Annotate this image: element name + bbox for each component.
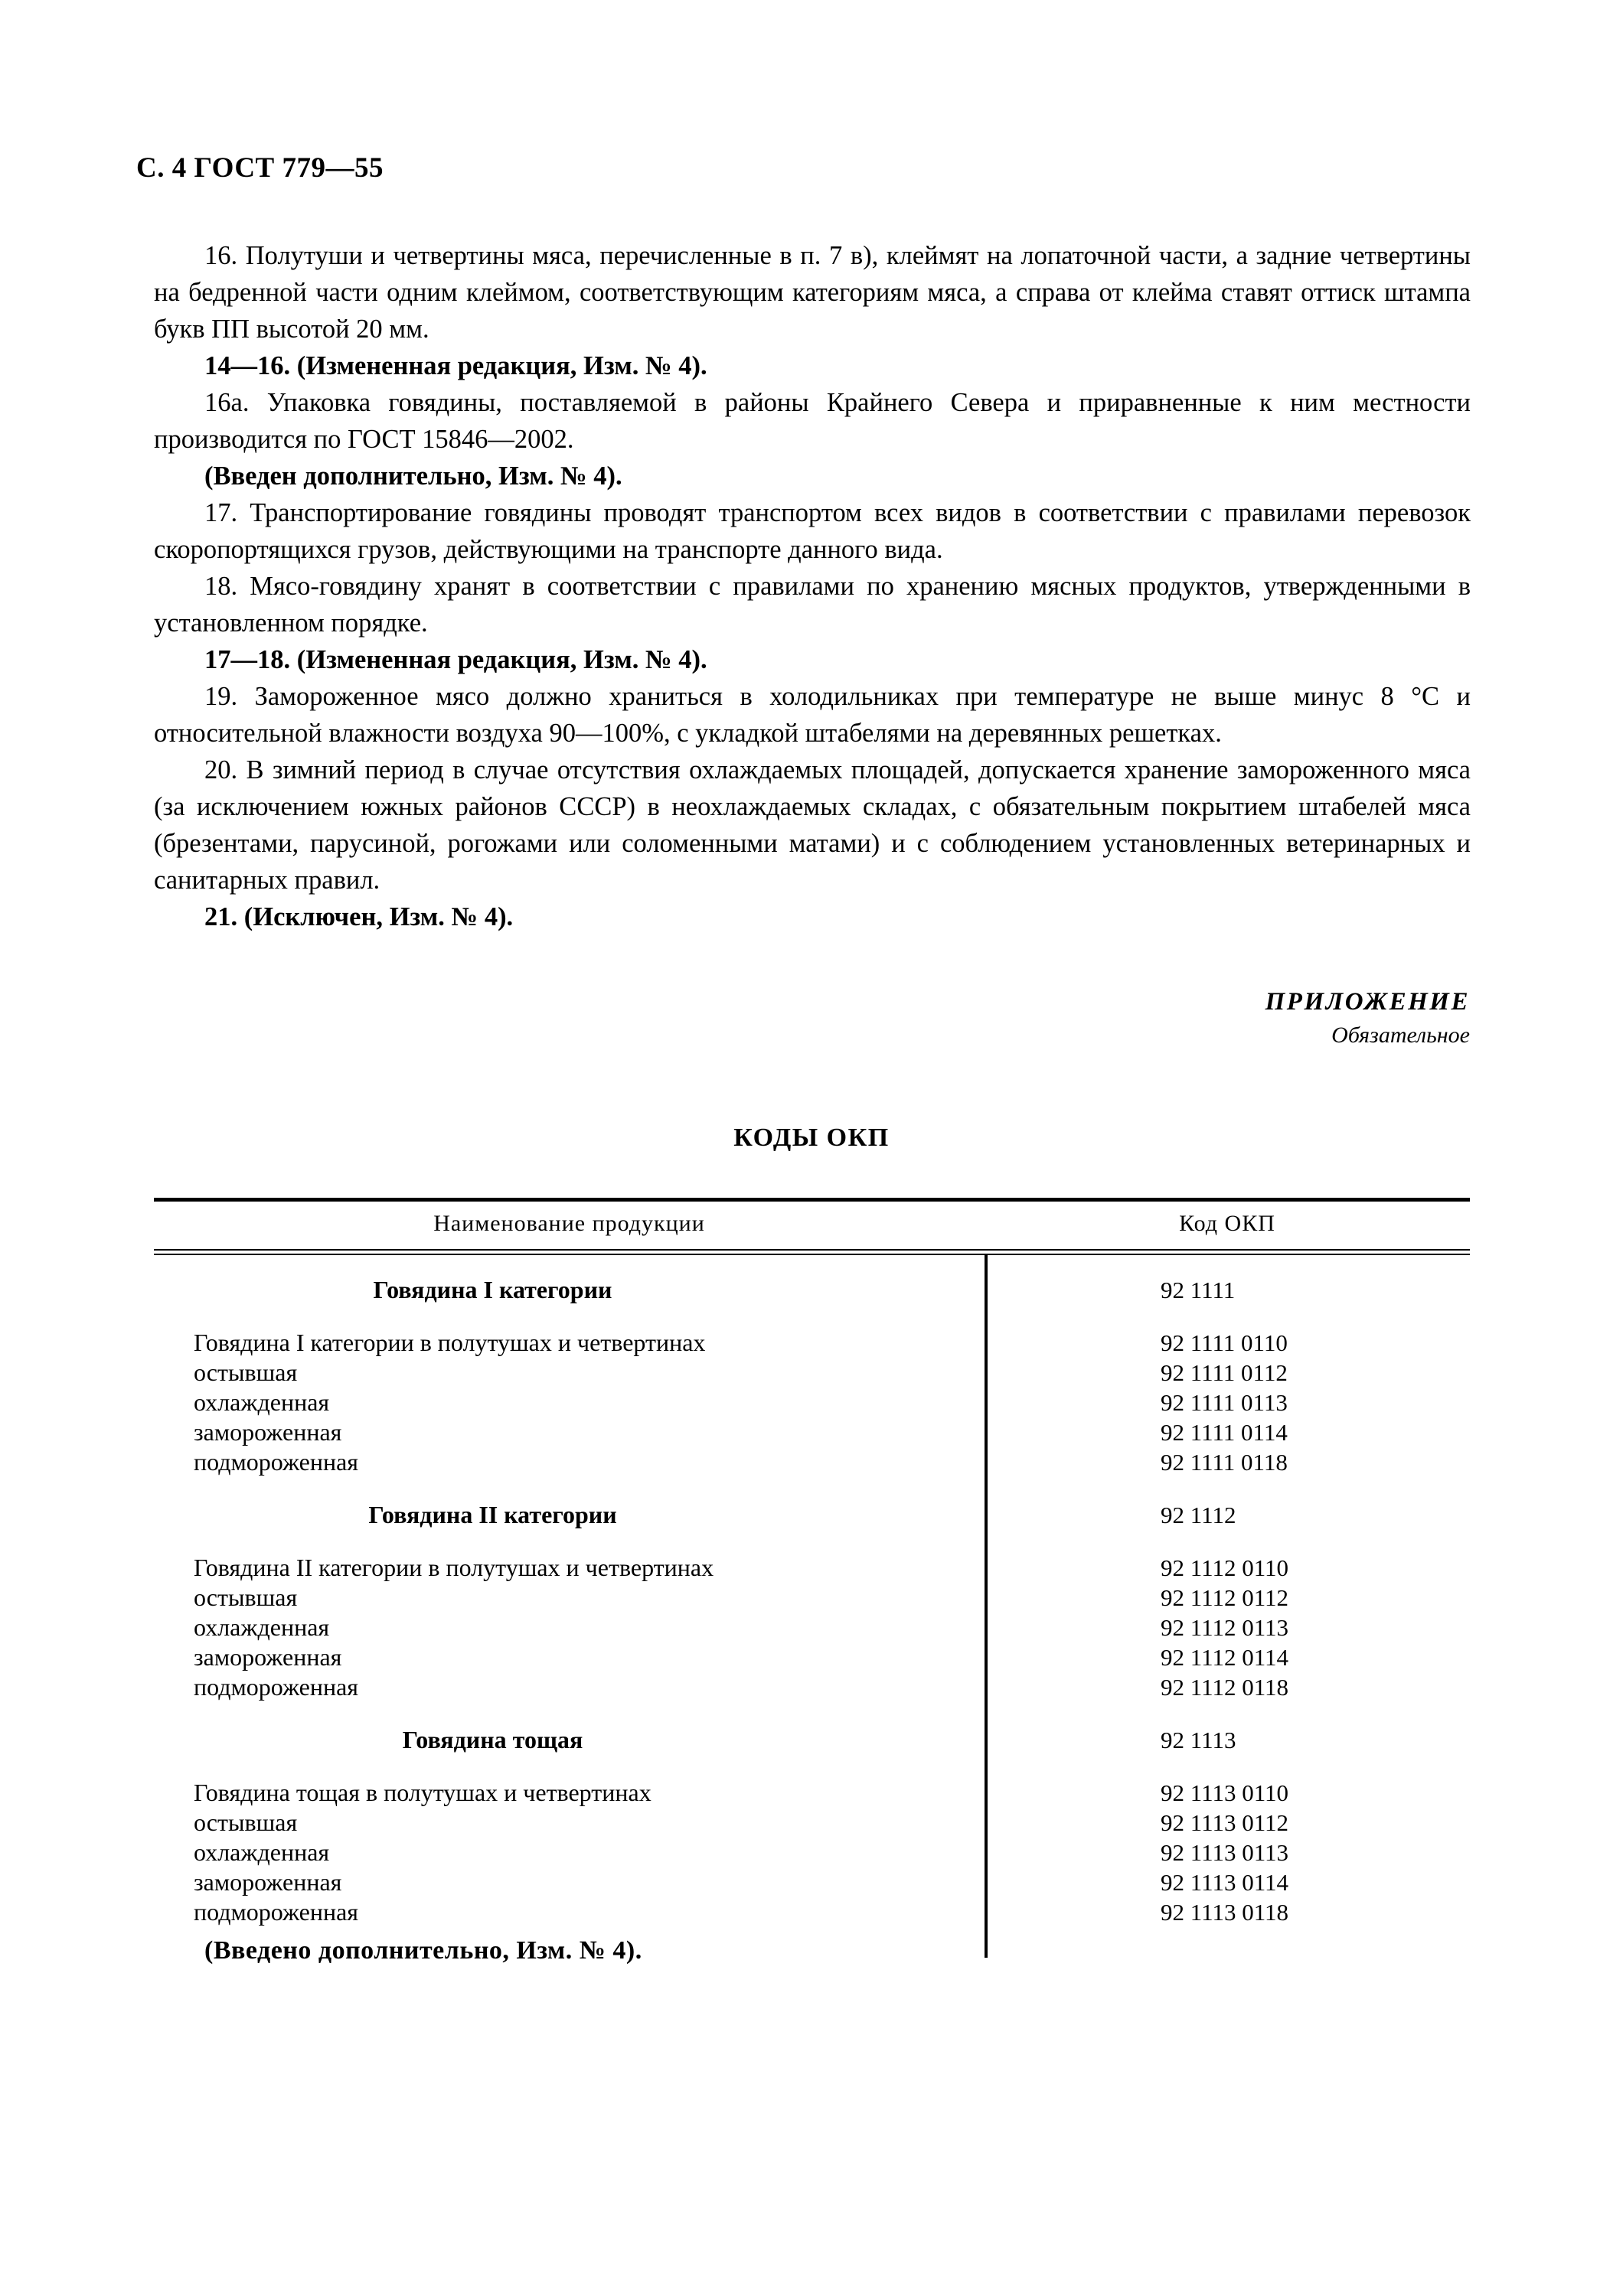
cell-product-name: замороженная xyxy=(194,1868,342,1896)
table-row xyxy=(154,1275,1470,1305)
cell-product-name: остывшая xyxy=(194,1808,298,1836)
cell-okp-code: 92 1113 0110 xyxy=(1161,1779,1289,1806)
cell-product-name: охлажденная xyxy=(194,1388,330,1416)
table-header-row xyxy=(154,1202,1470,1249)
cell-product-name: замороженная xyxy=(194,1643,342,1671)
cell-okp-code: 92 1111 0114 xyxy=(1161,1419,1288,1446)
table-title: КОДЫ ОКП xyxy=(733,1124,890,1152)
table-row xyxy=(154,1417,1470,1447)
row-spacer xyxy=(154,1530,1470,1553)
cell-product-name: Говядина I категории в полутушах и четвертинах xyxy=(194,1329,706,1356)
table-row xyxy=(154,1500,1470,1530)
okp-codes-table xyxy=(154,1198,1470,1935)
cell-okp-code: 92 1113 0114 xyxy=(1161,1869,1289,1896)
cell-okp-code: 92 1111 0113 xyxy=(1161,1389,1288,1416)
table-row xyxy=(154,1725,1470,1755)
row-spacer xyxy=(154,1477,1470,1500)
cell-okp-code: 92 1111 0110 xyxy=(1161,1329,1288,1356)
cell-okp-code: 92 1112 0112 xyxy=(1161,1584,1289,1611)
table-row xyxy=(154,1838,1470,1867)
cell-okp-code: 92 1113 0113 xyxy=(1161,1839,1289,1866)
cell-product-name: остывшая xyxy=(194,1583,298,1611)
row-spacer xyxy=(154,1702,1470,1725)
table-row xyxy=(154,1553,1470,1583)
row-spacer xyxy=(154,1755,1470,1778)
table-row xyxy=(154,1897,1470,1927)
note-16a: (Введен дополнительно, Изм. № 4). xyxy=(204,461,622,491)
cell-product-name: Говядина I категории xyxy=(373,1276,612,1303)
table-row xyxy=(154,1613,1470,1642)
cell-product-name: замороженная xyxy=(194,1418,342,1446)
page-running-head: С. 4 ГОСТ 779—55 xyxy=(136,152,384,184)
cell-okp-code: 92 1111 0118 xyxy=(1161,1449,1288,1476)
cell-okp-code: 92 1112 0110 xyxy=(1161,1554,1289,1581)
annex-title: ПРИЛОЖЕНИЕ xyxy=(1265,988,1470,1016)
cell-product-name: подмороженная xyxy=(194,1898,358,1926)
cell-product-name: Говядина тощая xyxy=(402,1726,583,1753)
paragraph-21: 21. (Исключен, Изм. № 4). xyxy=(204,902,514,931)
paragraph-16: 16. Полутуши и четвертины мяса, перечисленные в п. 7 в), клеймят на лопаточной части, а задние четвертины на бедренной части одним клеймом, соответствующим категориям мяса, а справа от клейма ставят оттиск штампа букв ПП высотой 20 мм. xyxy=(154,241,1471,344)
cell-okp-code: 92 1112 0113 xyxy=(1161,1614,1289,1641)
table-row xyxy=(154,1808,1470,1838)
cell-product-name: охлажденная xyxy=(194,1838,330,1866)
table-row xyxy=(154,1358,1470,1388)
table-row xyxy=(154,1672,1470,1702)
paragraph-19: 19. Замороженное мясо должно храниться в холодильниках при температуре не выше минус 8 °С и относительной влажности воздуха 90—100%, с укладкой штабелями на деревянных решетках. xyxy=(154,682,1471,748)
cell-okp-code: 92 1111 xyxy=(1161,1277,1236,1303)
note-17-18: 17—18. (Измененная редакция, Изм. № 4). xyxy=(204,645,707,674)
table-row xyxy=(154,1583,1470,1613)
annex-subtitle: Обязательное xyxy=(1331,1022,1470,1048)
table-row xyxy=(154,1778,1470,1808)
cell-okp-code: 92 1113 0112 xyxy=(1161,1809,1289,1836)
note-14-16: 14—16. (Измененная редакция, Изм. № 4). xyxy=(204,351,707,380)
row-spacer xyxy=(154,1305,1470,1328)
cell-okp-code: 92 1111 0112 xyxy=(1161,1359,1288,1386)
cell-okp-code: 92 1113 xyxy=(1161,1727,1236,1753)
table-row xyxy=(154,1388,1470,1417)
table-row xyxy=(154,1328,1470,1358)
cell-product-name: Говядина II категории в полутушах и четвертинах xyxy=(194,1554,714,1581)
cell-product-name: Говядина II категории xyxy=(368,1501,617,1528)
cell-product-name: Говядина тощая в полутушах и четвертинах xyxy=(194,1779,651,1806)
cell-okp-code: 92 1112 0114 xyxy=(1161,1644,1289,1671)
cell-okp-code: 92 1112 xyxy=(1161,1502,1236,1528)
paragraph-16a: 16а. Упаковка говядины, поставляемой в районы Крайнего Севера и приравненные к ним местности производится по ГОСТ 15846—2002. xyxy=(154,388,1471,454)
table-row xyxy=(154,1867,1470,1897)
column-header-name: Наименование продукции xyxy=(433,1211,705,1236)
paragraph-20: 20. В зимний период в случае отсутствия охлаждаемых площадей, допускается хранение замороженного мяса (за исключением южных районов СССР) в неохлаждаемых складах, с обязательным покрытием штабелей мяса (брезентами, парусиной, рогожами или соломенными матами) и с соблюдением установленных ветеринарных и санитарных правил. xyxy=(154,755,1471,895)
column-header-code: Код ОКП xyxy=(1179,1211,1275,1236)
table-row xyxy=(154,1642,1470,1672)
paragraph-18: 18. Мясо-говядину хранят в соответствии с правилами по хранению мясных продуктов, утвержденными в установленном порядке. xyxy=(154,572,1471,638)
table-body xyxy=(154,1255,1470,1935)
cell-product-name: остывшая xyxy=(194,1358,298,1386)
cell-product-name: подмороженная xyxy=(194,1673,358,1701)
cell-product-name: охлажденная xyxy=(194,1613,330,1641)
table-footnote: (Введено дополнительно, Изм. № 4). xyxy=(204,1936,642,1965)
cell-okp-code: 92 1113 0118 xyxy=(1161,1899,1289,1926)
paragraph-17: 17. Транспортирование говядины проводят транспортом всех видов в соответствии с правилами перевозок скоропортящихся грузов, действующими на транспорте данного вида. xyxy=(154,498,1471,564)
table-header-double-rule xyxy=(154,1249,1470,1255)
table-row xyxy=(154,1447,1470,1477)
cell-product-name: подмороженная xyxy=(194,1448,358,1476)
body-text-block xyxy=(154,237,1471,935)
annex-caption xyxy=(1265,985,1470,1052)
cell-okp-code: 92 1112 0118 xyxy=(1161,1674,1289,1701)
